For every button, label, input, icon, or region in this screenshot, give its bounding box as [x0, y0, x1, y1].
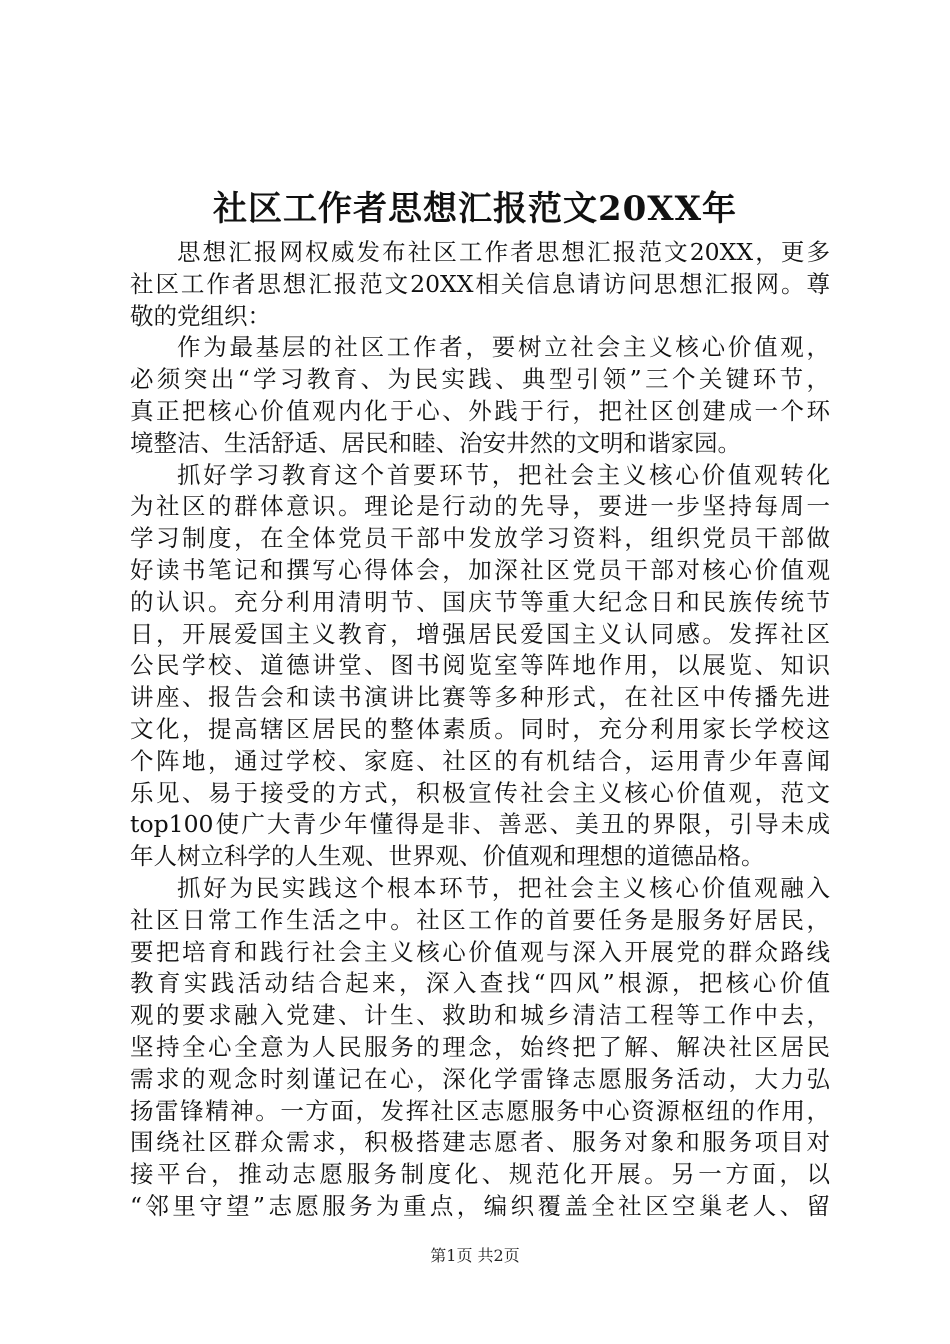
text-line: 境整洁、生活舒适、居民和睦、治安井然的文明和谐家园。 — [130, 428, 741, 457]
text-line: 扬雷锋精神。一方面，发挥社区志愿服务中心资源枢纽的作用， — [130, 1096, 830, 1125]
text-line: 真正把核心价值观内化于心、外践于行，把社区创建成一个环 — [130, 396, 830, 425]
text-line: 教育实践活动结合起来，深入查找“四风”根源，把核心价值 — [130, 969, 830, 998]
text-line: 抓好为民实践这个根本环节，把社会主义核心价值观融入 — [177, 873, 830, 902]
text-line: 乐见、易于接受的方式，积极宣传社会主义核心价值观，范文 — [130, 778, 830, 807]
text-line: 抓好学习教育这个首要环节，把社会主义核心价值观转化 — [177, 460, 830, 489]
text-line: 观的要求融入党建、计生、救助和城乡清洁工程等工作中去， — [130, 1001, 830, 1030]
text-line: 敬的党组织： — [130, 301, 271, 330]
text-line: 个阵地，通过学校、家庭、社区的有机结合，运用青少年喜闻 — [130, 746, 830, 775]
text-line: 必须突出“学习教育、为民实践、典型引领”三个关键环节， — [130, 365, 830, 394]
text-line: 公民学校、道德讲堂、图书阅览室等阵地作用，以展览、知识 — [130, 651, 830, 680]
document-title: 社区工作者思想汇报范文20XX年 — [212, 189, 738, 229]
text-line: 坚持全心全意为人民服务的理念，始终把了解、解决社区居民 — [130, 1032, 830, 1061]
text-line: 年人树立科学的人生观、世界观、价值观和理想的道德品格。 — [130, 842, 765, 871]
text-line: 思想汇报网权威发布社区工作者思想汇报范文20XX，更多 — [177, 238, 830, 266]
text-line: 要把培育和践行社会主义核心价值观与深入开展党的群众路线 — [130, 937, 830, 966]
text-line: 社区工作者思想汇报范文20XX相关信息请访问思想汇报网。尊 — [130, 269, 830, 298]
text-line: 接平台，推动志愿服务制度化、规范化开展。另一方面，以 — [130, 1160, 830, 1189]
text-line: 为社区的群体意识。理论是行动的先导，要进一步坚持每周一 — [130, 492, 830, 521]
text-line: 社区日常工作生活之中。社区工作的首要任务是服务好居民， — [130, 905, 830, 934]
text-line: 讲座、报告会和读书演讲比赛等多种形式，在社区中传播先进 — [130, 683, 830, 712]
page-footer: 第1页 共2页 — [430, 1246, 520, 1265]
text-line: 好读书笔记和撰写心得体会，加深社区党员干部对核心价值观 — [130, 555, 830, 584]
text-line: 需求的观念时刻谨记在心，深化学雷锋志愿服务活动，大力弘 — [130, 1064, 830, 1093]
text-line: top100使广大青少年懂得是非、善恶、美丑的界限，引导未成 — [130, 810, 830, 839]
text-line: 文化，提高辖区居民的整体素质。同时，充分利用家长学校这 — [130, 714, 830, 743]
text-line: 日，开展爱国主义教育，增强居民爱国主义认同感。发挥社区 — [130, 619, 830, 648]
document-body — [130, 237, 830, 1223]
text-line: 围绕社区群众需求，积极搭建志愿者、服务对象和服务项目对 — [130, 1128, 830, 1157]
text-line: 作为最基层的社区工作者，要树立社会主义核心价值观， — [177, 333, 830, 362]
text-line: “邻里守望”志愿服务为重点，编织覆盖全社区空巢老人、留 — [130, 1191, 830, 1220]
text-line: 的认识。充分利用清明节、国庆节等重大纪念日和民族传统节 — [130, 587, 830, 616]
text-line: 学习制度，在全体党员干部中发放学习资料，组织党员干部做 — [130, 524, 830, 553]
